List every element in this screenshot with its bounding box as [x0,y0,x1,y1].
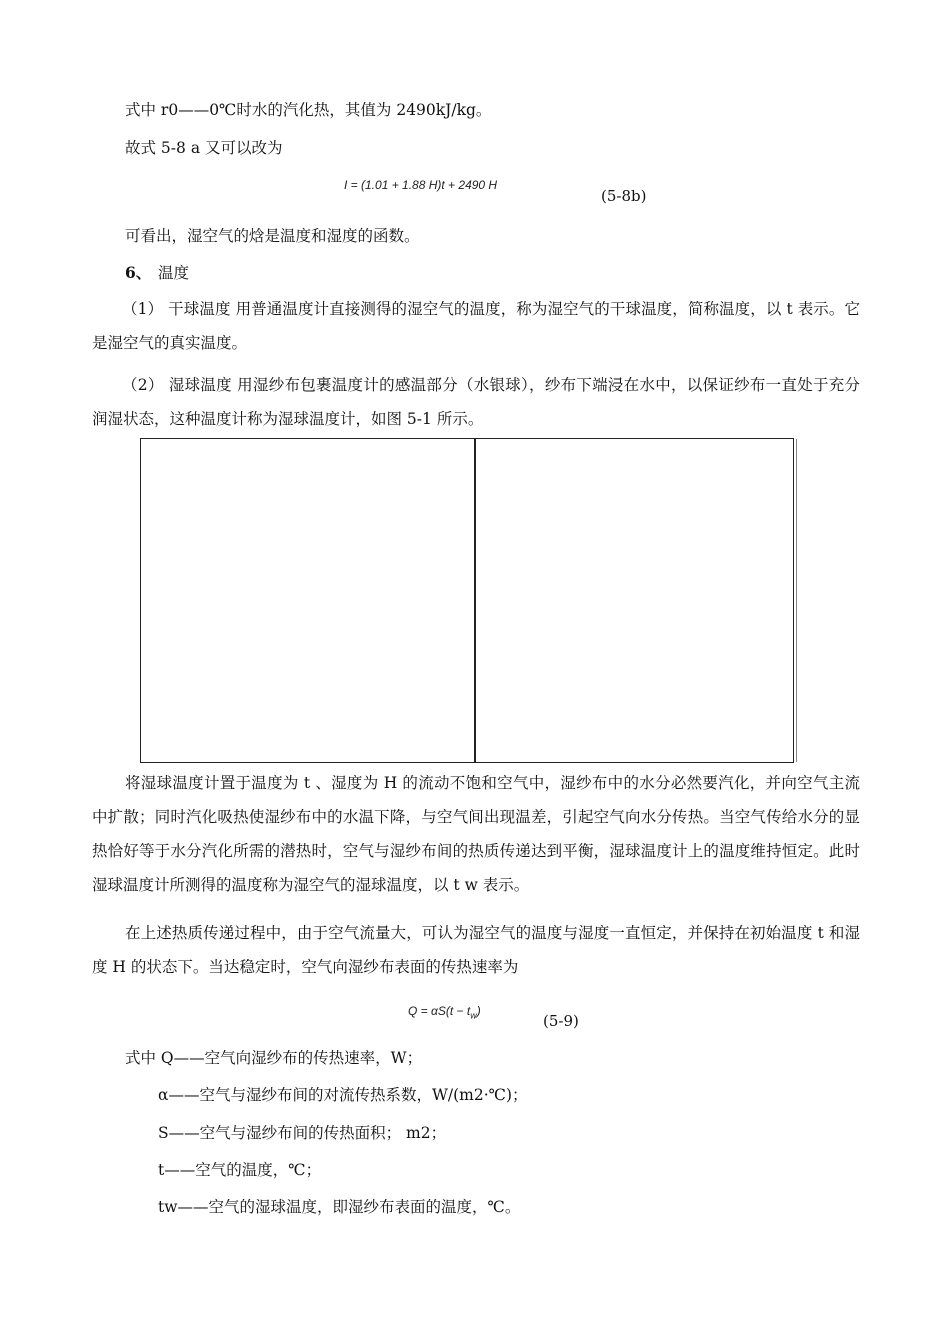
figure-divider [474,439,476,762]
equation-5-9-subscript: w [470,1010,477,1021]
r0-definition: 式中 r0——0℃时水的汽化热，其值为 2490kJ/kg。 [125,101,492,119]
enthalpy-conclusion: 可看出，湿空气的焓是温度和湿度的函数。 [125,227,420,245]
equation-5-9-main: Q = αS(t − t [408,1004,471,1018]
equation-5-9-close: ) [476,1004,481,1018]
equation-5-9 [408,1004,481,1022]
t-definition: t——空气的温度，℃； [158,1161,322,1179]
figure-5-1-placeholder [140,438,794,763]
section-number: 6、 [125,263,152,282]
tw-definition: tw——空气的湿球温度，即湿纱布表面的温度，℃。 [158,1198,521,1216]
section-title: 温度 [158,264,190,282]
wet-bulb-explanation: 将湿球温度计置于温度为 t 、湿度为 H 的流动不饱和空气中，湿纱布中的水分必然要汽化，并向空气主流中扩散；同时汽化吸热使湿纱布中的水温下降，与空气间出现温差，引起空气向水分传热。当空气传给水分的显热恰好等于水分汽化所需的潜热时，空气与湿纱布间的热质传递达到平衡，湿球温度计上的温度维持恒定。此时湿球温度计所测得的温度称为湿空气的湿球温度，以 t w 表示。 [92,774,860,894]
s-definition: S——空气与湿纱布间的传热面积； m2； [158,1124,447,1142]
alpha-definition: α——空气与湿纱布间的对流传热系数，W/(m2·℃)； [158,1086,528,1104]
equation-5-8b-label: (5-8b) [601,187,647,205]
heat-transfer-paragraph: 在上述热质传递过程中，由于空气流量大，可认为湿空气的温度与湿度一直恒定，并保持在初始温度 t 和湿度 H 的状态下。当达稳定时，空气向湿纱布表面的传热速率为 [92,924,860,976]
equation-5-8b: I = (1.01 + 1.88 H)t + 2490 H [344,178,498,192]
wet-bulb-paragraph: （2） 湿球温度 用湿纱布包裹温度计的感温部分（水银球），纱布下端浸在水中，以保证纱布一直处于充分润湿状态，这种温度计称为湿球温度计，如图 5-1 所示。 [92,376,860,428]
q-definition: 式中 Q——空气向湿纱布的传热速率，W； [125,1049,423,1067]
figure-edge [796,439,797,762]
equation-intro: 故式 5-8 a 又可以改为 [125,139,283,157]
equation-5-9-label: (5-9) [543,1012,579,1030]
dry-bulb-paragraph: （1） 干球温度 用普通温度计直接测得的湿空气的温度，称为湿空气的干球温度，简称温度，以 t 表示。它是湿空气的真实温度。 [92,300,860,352]
